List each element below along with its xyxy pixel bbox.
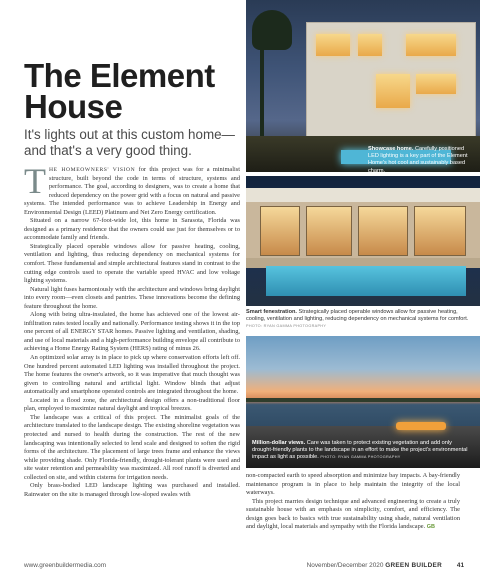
lit-window — [376, 74, 410, 108]
shoreline — [246, 398, 480, 402]
article-title — [24, 57, 234, 125]
lit-window — [316, 34, 350, 56]
final-paragraph — [246, 498, 460, 532]
lit-window — [406, 34, 456, 56]
palm-trunk — [260, 40, 264, 140]
glass-wall — [358, 206, 408, 256]
photo-bay-view — [246, 336, 480, 468]
footer-url: www.greenbuildermedia.com — [24, 562, 107, 569]
caption-text: Carefully positioned LED lighting is a key part of the Element Home's hot cool and sustainably based charm. — [368, 146, 468, 174]
fire-pit — [396, 422, 446, 430]
body-paragraph: Natural light fuses harmoniously with the architecture and windows bring daylight into every room—even closets and pantries. These innovations become the defining feature throughout the home. — [24, 285, 240, 310]
glass-wall — [414, 206, 466, 256]
body-paragraph: Strategically placed operable windows allow for passive heating, cooling, ventilation and lighting, thus reducing dependency on mechanical systems for comfort. These fundamental and simple architectural features stand in contrast to the cutting edge controls used to operate the variable speed HVAC and low voltage lighting systems. — [24, 242, 240, 285]
photo3-caption — [252, 440, 474, 462]
photo-credit: PHOTO: RYAN GAMMA PHOTOGRAPHY — [246, 324, 327, 329]
title-line-1: The Element — [24, 57, 215, 94]
body-paragraph: Situated on a narrow 67-foot-wide lot, this home in Sarasota, Florida was designed as a primary residence that the owners could use just for themselves or to accommodate family and friends. — [24, 217, 240, 242]
body-paragraph: An optimized solar array is in place to pick up where conservation efforts left off. One hundred percent automated LED lighting was installed throughout the project. The home features the owner's artwork, so it was imperative that much thought was given to controlling natural and artificial light. Window blinds that adjust automatically and smartphone operated controls are integrated throughout the home. — [24, 354, 240, 396]
palm-tree — [252, 10, 292, 50]
lead-text: for this project was for a minimalist structure, built beyond the code in terms of structure, systems and performance. The goal, according to designers, was to create a home that reduced dependency on the power grid with a focus on natural and passive systems. The intended performance was to achieve Leadership in Energy and Environmental Design (LEED) Platinum and Net Zero Energy certification. — [24, 166, 240, 216]
caption-text: Care was taken to protect existing vegetation and add only drought-friendly plants to the landscape in an effort to make the project's environmental impact as light as possible. — [252, 440, 468, 461]
glass-wall — [260, 206, 300, 256]
page-footer — [24, 562, 464, 572]
lead-paragraph — [24, 161, 240, 217]
body-paragraph: The landscape was a critical of this project. The minimalist goals of the architecture translated to the landscape design. The existing shoreline vegetation was protected and nursed to health during the construction. The rest of the new landscaping was intentionally selected to lend scale and designed to soften the rigid forms of the architecture. The placement of large trees frame and enhance the views while providing shade. Only Florida-friendly, drought-tolerant plants were used and site water retention and permeability was maximized. All roof runoff is diverted and collected on site, and within cisterns for irrigation needs. — [24, 413, 240, 481]
article-subtitle: It's lights out at this custom home—and that's a very good thing. — [24, 127, 235, 158]
caption-bold: Showcase home. — [368, 146, 414, 152]
photo-credit: PHOTO: RYAN GAMMA PHOTOGRAPHY — [320, 455, 401, 460]
drop-cap: T — [24, 161, 46, 201]
caption-bold: Million-dollar views. — [252, 440, 306, 446]
glass-wall — [306, 206, 352, 256]
footer-issue — [307, 562, 442, 569]
caption-text: Strategically placed operable windows allow for passive heating, cooling, ventilation and lighting, reducing dependency on mechanical systems for comfort. — [246, 309, 469, 323]
magazine-name: GREEN BUILDER — [385, 562, 442, 569]
body-column-right — [246, 472, 460, 532]
photo-exterior-night — [246, 0, 480, 172]
title-line-2: House — [24, 88, 123, 125]
photo2-caption — [246, 309, 472, 331]
body-paragraph: non-compacted earth to speed absorption and minimize bay impacts. A bay-friendly maintenance program is in place to help maintain the integrity of the local waterways. — [246, 472, 460, 497]
caption-bold: Smart fenestration. — [246, 309, 297, 315]
end-mark-icon: GB — [426, 524, 436, 531]
body-column-left — [24, 161, 240, 499]
body-paragraph: Only brass-bodied LED landscape lighting was purchased and installed. Rainwater on the site is managed through low-sloped swales with — [24, 482, 240, 498]
photo-fenestration — [246, 176, 480, 306]
lead-smallcaps: HE HOMEOWNERS' VISION — [49, 167, 136, 173]
lit-window — [416, 74, 456, 94]
page-number: 41 — [456, 562, 464, 569]
issue-date: November/December 2020 — [306, 562, 384, 569]
pool — [266, 266, 466, 296]
body-paragraph: Located in a flood zone, the architectural design offers a non-traditional floor plan, employed to maximize natural daylight and tropical breezes. — [24, 396, 240, 413]
lit-window — [358, 34, 382, 56]
final-text: This project marries design technique and advanced engineering to create a truly sustainable house with an emphasis on simplicity, comfort, and efficiency. The design goes back to basics with true sustainability using shade, natural ventilation and daylight, local materials and sympathy with the Florida landscape. — [246, 497, 460, 531]
body-paragraph: Along with being ultra-insulated, the home has achieved one of the lowest air-infiltration rates tested locally and nationally. Performance testing shows it in the top one percent of all ENERGY STAR homes. Passive lighting and ventilation, shading, and use of local materials and a high-performance building envelope all contribute to achieving a Home Energy Rating System (HERS) rating of minus 26. — [24, 311, 240, 353]
roof-overhang — [246, 188, 480, 202]
